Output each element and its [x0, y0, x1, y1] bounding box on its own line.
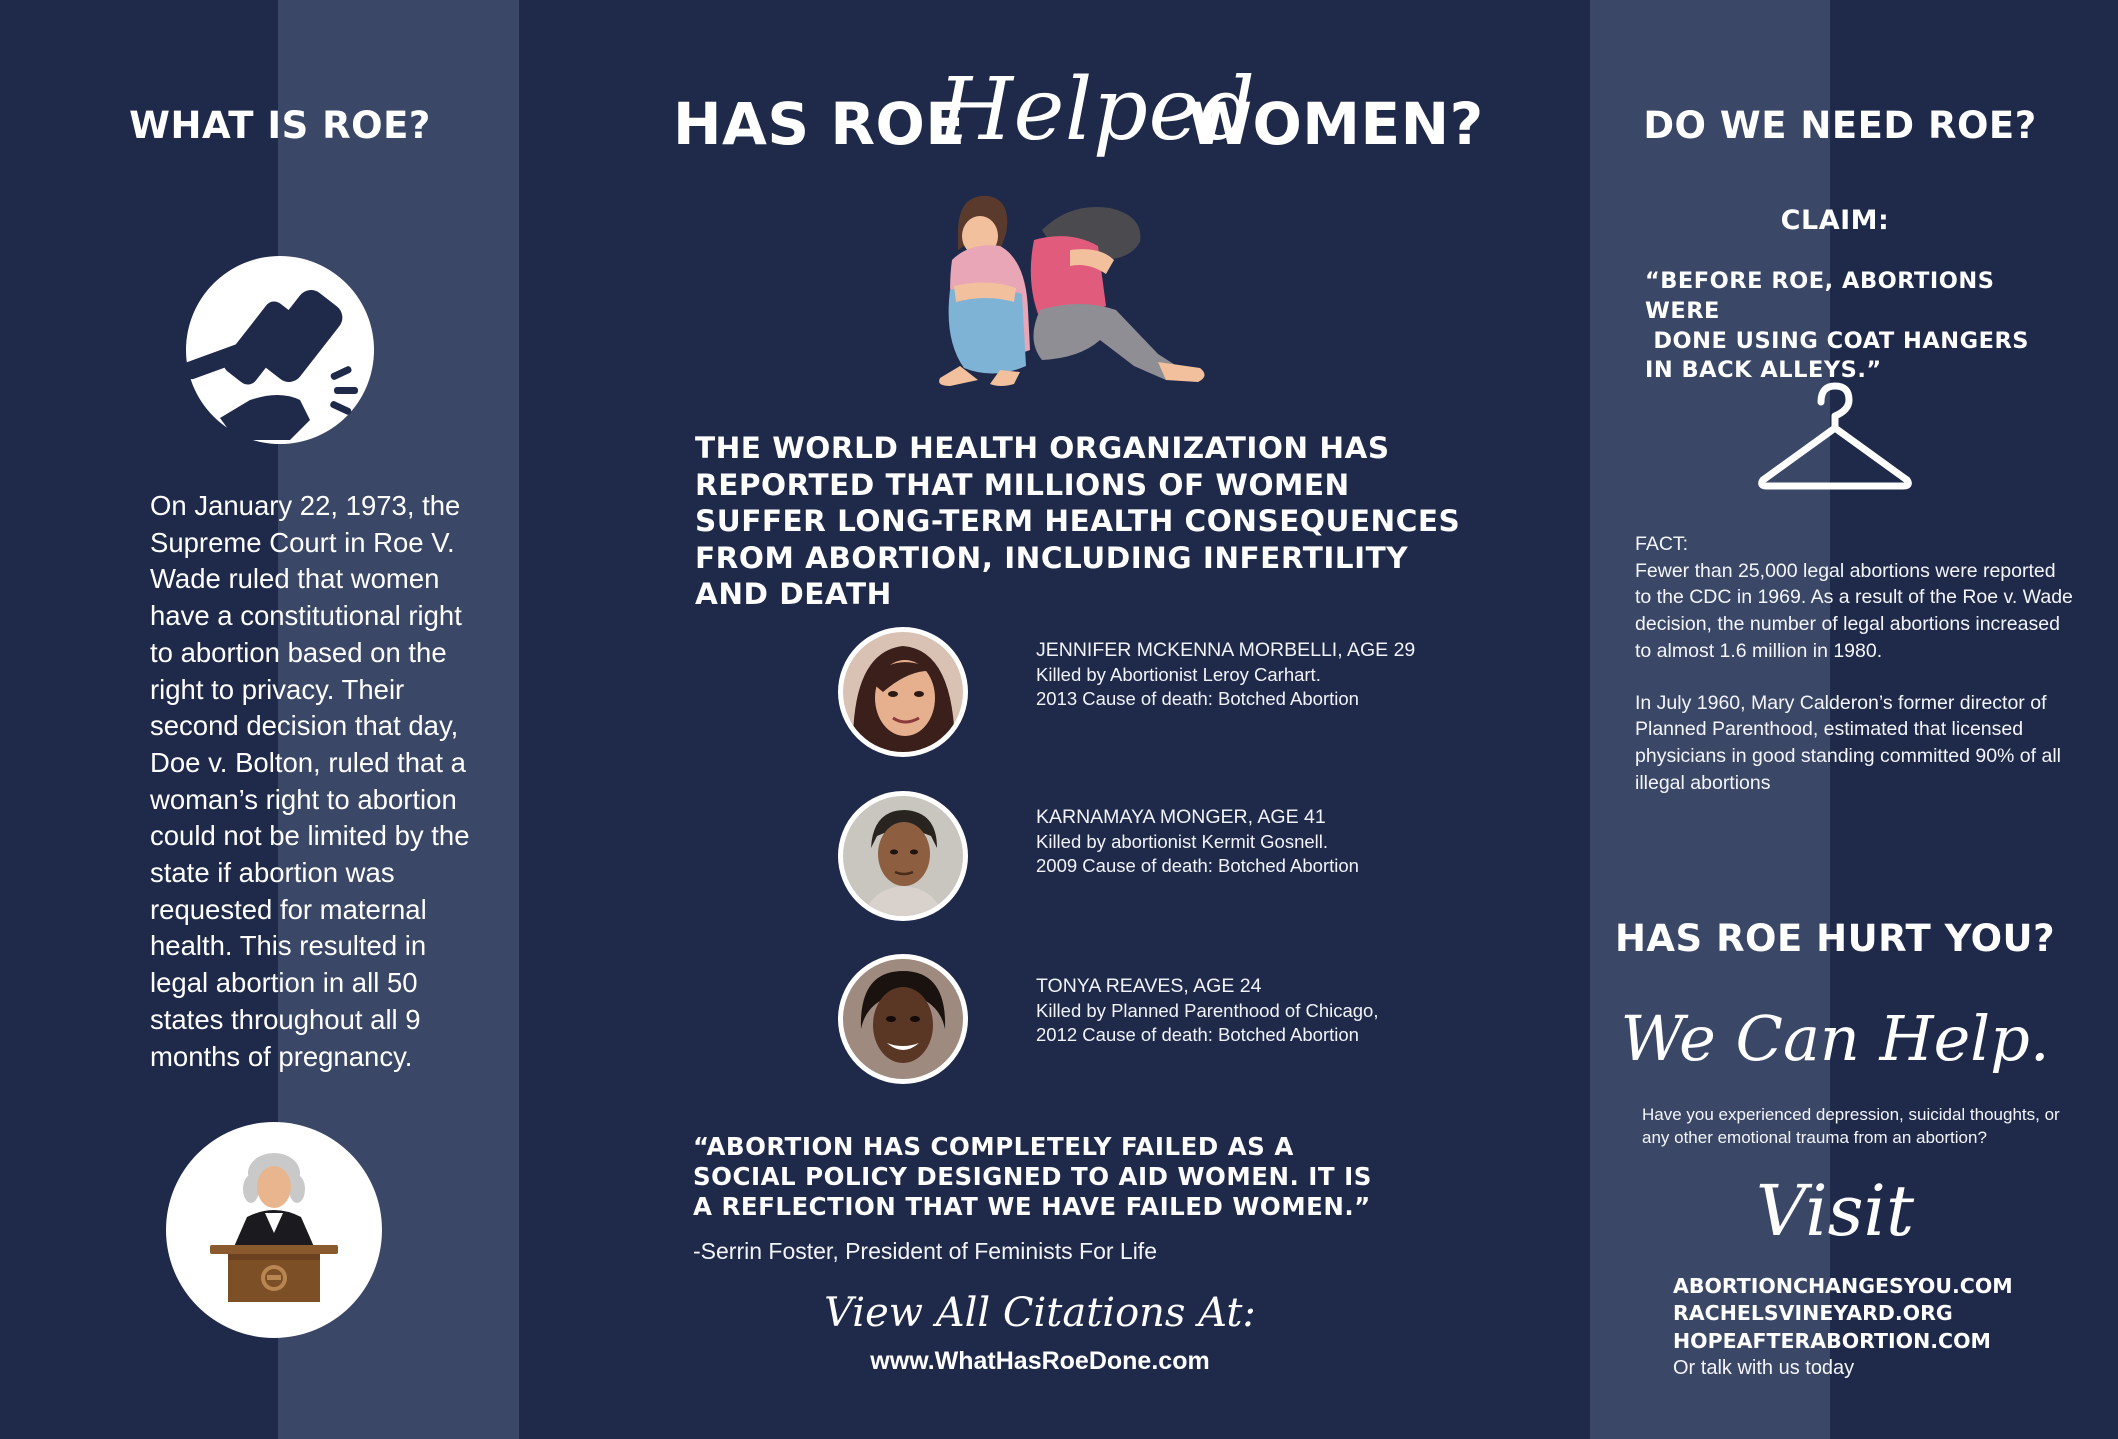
fact-paragraph: In July 1960, Mary Calderon’s former director of Planned Parenthood, estimated that licensed physicians in good standing committed 90% of all illegal abortions	[1635, 691, 2061, 794]
victim-killer: Killed by abortionist Kermit Gosnell.	[1036, 830, 1329, 852]
roe-explanation-text: On January 22, 1973, the Supreme Court in Roe V. Wade ruled that women have a constitutional right to abortion based on the right to privacy. Their second decision that day, Doe v. Bolton, ruled that a woman’s right to abortion could not be limited by the state if abortion was requested for maternal health. This resulted in legal abortion in all 50 states throughout all 9 months of pregnancy.	[150, 490, 470, 1072]
victim-name: TONYA REAVES, AGE 24	[1036, 975, 1262, 997]
victim-cause: 2012 Cause of death: Botched Abortion	[1036, 1024, 1359, 1045]
we-can-help-script: We Can Help.	[1620, 1002, 2050, 1075]
victim-photo-reaves	[838, 954, 968, 1084]
site-link-rachelsvineyard[interactable]: RACHELSVINEYARD.ORG	[1673, 1301, 1953, 1326]
victim-info-monger	[1036, 805, 1456, 879]
help-question-text: Have you experienced depression, suicidal thoughts, or any other emotional trauma from an abortion?	[1642, 1105, 2060, 1147]
who-claim-text: THE WORLD HEALTH ORGANIZATION HAS REPORTED THAT MILLIONS OF WOMEN SUFFER LONG-TERM HEALTH CONSEQUENCES FROM ABORTION, INCLUDING INFERTILITY AND DEATH	[695, 431, 1461, 611]
site-link-abortionchangesyou[interactable]: ABORTIONCHANGESYOU.COM	[1673, 1274, 2013, 1298]
victim-killer: Killed by Planned Parenthood of Chicago,	[1036, 999, 1379, 1021]
victim-name: JENNIFER MCKENNA MORBELLI, AGE 29	[1036, 639, 1416, 661]
site-link-hopeafterabortion[interactable]: HOPEAFTERABORTION.COM	[1673, 1328, 1991, 1353]
title-part-women: WOMEN?	[1188, 90, 1484, 158]
coat-hanger-icon	[1755, 380, 1915, 500]
fact-label: FACT:	[1635, 533, 1689, 555]
gavel-icon	[180, 250, 380, 450]
victim-info-morbelli	[1036, 638, 1456, 712]
victim-photo-morbelli	[838, 627, 968, 757]
victim-name: KARNAMAYA MONGER, AGE 41	[1036, 806, 1326, 828]
claim-text	[1645, 267, 2075, 386]
claim-label: CLAIM:	[1780, 205, 1890, 236]
fact-block	[1635, 531, 2075, 821]
quote-attribution: -Serrin Foster, President of Feminists For Life	[693, 1238, 1157, 1264]
citations-label: View All Citations At:	[824, 1290, 1256, 1336]
serrin-foster-quote: “ABORTION HAS COMPLETELY FAILED AS A SOCIAL POLICY DESIGNED TO AID WOMEN. IT IS A REFLECTION THAT WE HAVE FAILED WOMEN.”	[693, 1132, 1372, 1221]
has-roe-hurt-you-heading: HAS ROE HURT YOU?	[1614, 917, 2056, 960]
claim-line: DONE USING COAT HANGERS	[1645, 327, 2029, 354]
citations-url-link[interactable]: www.WhatHasRoeDone.com	[870, 1347, 1210, 1375]
victim-photo-monger	[838, 791, 968, 921]
victim-cause: 2013 Cause of death: Botched Abortion	[1036, 688, 1359, 709]
claim-line: IN BACK ALLEYS.”	[1645, 357, 1882, 384]
title-part-has-roe: HAS ROE	[673, 90, 966, 158]
what-is-roe-heading: WHAT IS ROE?	[129, 104, 431, 147]
visit-script: Visit	[1755, 1170, 1915, 1252]
judge-at-podium-icon	[165, 1121, 383, 1339]
victim-killer: Killed by Abortionist Leroy Carhart.	[1036, 663, 1321, 685]
do-we-need-roe-heading: DO WE NEED ROE?	[1643, 104, 2037, 147]
help-sites-list	[1673, 1273, 2073, 1382]
claim-line: “BEFORE ROE, ABORTIONS WERE	[1645, 268, 1995, 324]
title-script-helped: Helped	[938, 60, 1256, 160]
victim-info-reaves	[1036, 974, 1456, 1048]
victim-cause: 2009 Cause of death: Botched Abortion	[1036, 855, 1359, 876]
fact-paragraph: Fewer than 25,000 legal abortions were reported to the CDC in 1969. As a result of the Roe v. Wade decision, the number of legal abortions increased to almost 1.6 million in 1980.	[1635, 559, 2073, 662]
main-title	[560, 58, 1560, 198]
talk-with-us-text: Or talk with us today	[1673, 1356, 1855, 1379]
two-sad-women-illustration	[930, 190, 1225, 390]
